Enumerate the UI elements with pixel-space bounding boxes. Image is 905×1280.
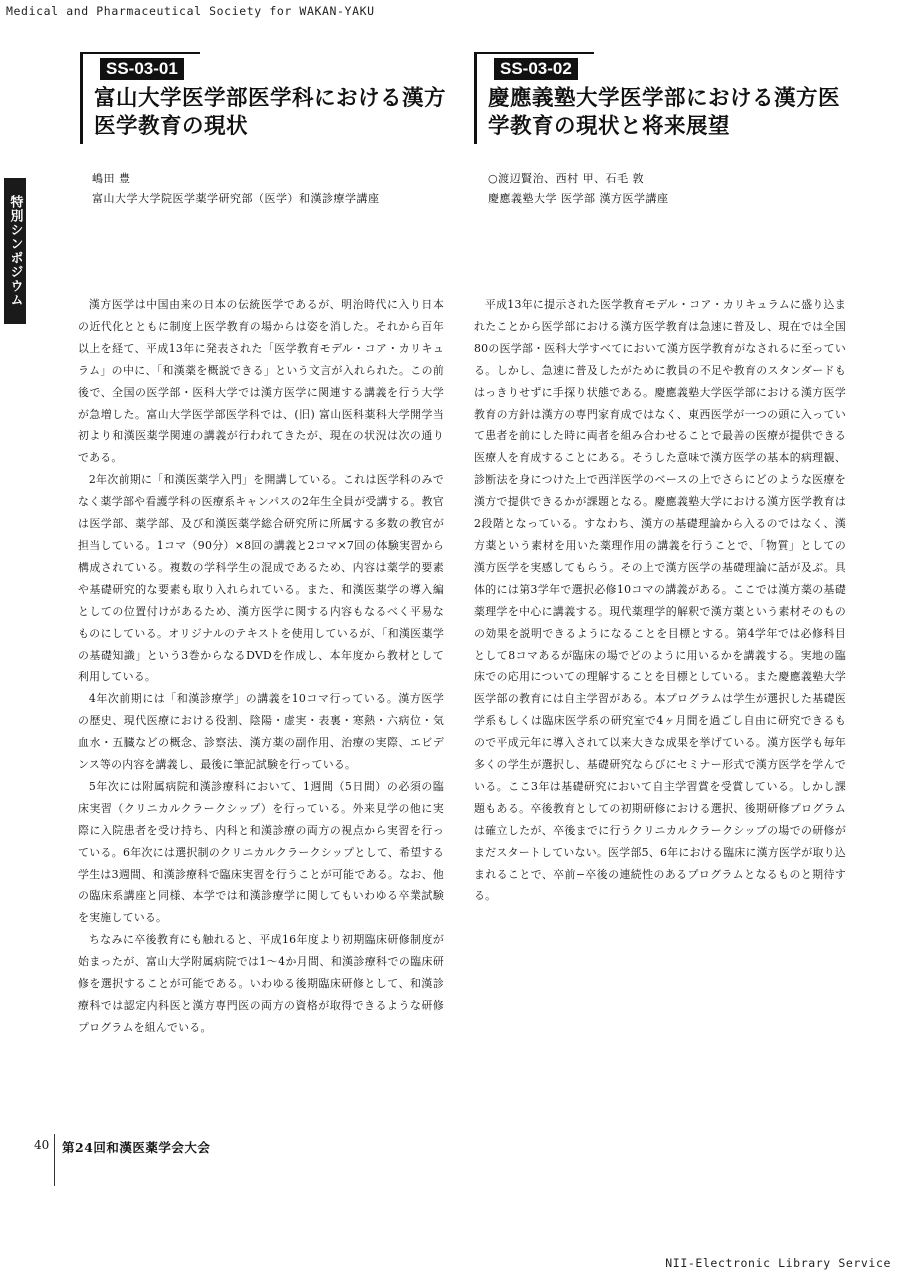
left-paragraph: 漢方医学は中国由来の日本の伝統医学であるが、明治時代に入り日本の近代化とともに制度上医学教育の場からは姿を消した。それから百年以上を経て、平成13年に発表された「医学教育モデル・コア・カリキュラム」の中に、「和漢薬を概説できる」という文言が入れられた。この前後で、全国の医学部・医科大学では漢方医学に関連する講義を行う大学が急増した。富山大学医学部医学科では、(旧) 富山医科薬科大学開学当初より和漢医薬学関連の講義が行われてきたが、現在の状況は次の通りである。 [78,298,444,465]
left-abstract-body [78,294,444,1039]
footer-divider [54,1134,55,1186]
left-paragraph: ちなみに卒後教育にも触れると、平成16年度より初期臨床研修制度が始まったが、富山大学附属病院では1〜4か月間、和漢診療科での臨床研修を選択することが可能である。いわゆる後期臨床研修として、和漢診療科では認定内科医と漢方専門医の両方の資格が取得できるような研修プログラムを組んでいる。 [78,933,444,1034]
left-paragraph: 2年次前期に「和漢医薬学入門」を開講している。これは医学科のみでなく薬学部や看護学科の医療系キャンパスの2年生全員が受講する。教官は医学部、薬学部、及び和漢医薬学総合研究所に所属する多数の教官が担当している。1コマ（90分）×8回の講義と2コマ×7回の体験実習から構成されている。複数の学科学生の混成であるため、内容は薬学的要素や基礎研究的な要素も取り入れられている。また、和漢医薬学の導入編としての位置付けがあるため、漢方医学に関する内容もなるべく平易なものにしている。オリジナルのテキストを使用しているが、「和漢医薬学の基礎知識」という3巻からなるDVDを作成し、本年度から教材として利用している。 [78,473,444,684]
left-abstract-code: SS-03-01 [100,58,184,80]
right-abstract-title: 慶應義塾大学医学部における漢方医学教育の現状と将来展望 [488,86,841,139]
left-paragraph: 5年次には附属病院和漢診療科において、1週間（5日間）の必須の臨床実習（クリニカルクラークシップ）を行っている。外来見学の他に実際に入院患者を受け持ち、内科と和漢診療の両方の視点から実習を行っている。6年次には選択制のクリニカルクラークシップとして、希望する学生は3週間、和漢診療科で臨床実習を行うことが可能である。なお、他の臨床系講座と同様、本学では和漢診療学に関してもいわゆる卒業試験を実施している。 [78,779,444,925]
left-paragraph: 4年次前期には「和漢診療学」の講義を10コマ行っている。漢方医学の歴史、現代医療における役割、陰陽・虚実・表裏・寒熱・六病位・気血水・五臓などの概念、診察法、漢方薬の副作用、治療の実際、エビデンス等の内容を講義し、最後に筆記試験を行っている。 [78,692,444,772]
right-paragraph: 平成13年に提示された医学教育モデル・コア・カリキュラムに盛り込まれたことから医学部における漢方医学教育は急速に普及し、現在では全国80の医学部・医科大学すべてにおいて漢方医学教育がなされるに至っている。しかし、急速に普及したがために教員の不足や教育のスタンダードもはっきりせずに手探り状態である。慶應義塾大学医学部における漢方医学教育の方針は漢方の専門家育成ではなく、東西医学が一つの頭に入っていて患者を前にした時に両者を組み合わせることで最善の医療が提供できる医療人を育成することにある。そうした意味で漢方医学の基本的病理観、診断法を身につけた上で西洋医学のベースの上でさらにどのような医療を漢方で提供できるかが課題となる。慶應義塾大学における漢方医学教育は2段階となっている。すなわち、漢方の基礎理論から入るのではなく、漢方薬という素材を用いた薬理作用の講義を行うことで、「物質」としての漢方医学を実感してもらう。その上で漢方医学の基礎理論に話が及ぶ。具体的には第3学年で選択必修10コマの講義がある。ここでは漢方薬の基礎薬理学を中心に講義する。現代薬理学的解釈で漢方薬という素材そのものの効果を説明できるようになることを目標とする。第4学年では必修科目として8コマあるが臨床の場でどのように用いるかを講義する。実地の臨床での応用についての理解することを目標としている。また慶應義塾大学医学部の教育には自主学習がある。本プログラムは学生が選択した基礎医学系もしくは臨床医学系の研究室で4ヶ月間を過ごし自由に研究できるもので平成元年に導入されて以来大きな成果を挙げている。漢方医学も毎年多くの学生が選択し、基礎研究ならびにセミナー形式で漢方医学を学んでいる。ここ3年は基礎研究において自主学習賞を受賞している。しかし課題もある。卒後教育としての初期研修における選択、後期研修プログラムは確立したが、卒後までに行うクリニカルクラークシップの場での研修がまだスタートしていない。医学部5、6年における臨床に漢方医学が取り込まれることで、卒前−卒後の連続性のあるプログラムとなるものと期待する。 [474,298,846,903]
right-abstract-code: SS-03-02 [494,58,578,80]
left-abstract-title: 富山大学医学部医学科における漢方医学教育の現状 [94,86,447,139]
conference-name: 第24回和漢医薬学会大会 [62,1140,211,1155]
right-title-block [474,52,864,152]
left-title-block [80,52,460,152]
right-authors: ○渡辺賢治、西村 甲、石毛 敦 [488,172,645,185]
right-title-bracket-horizontal [474,52,594,54]
left-title-bracket-horizontal [80,52,200,54]
right-title-bracket-vertical [474,52,477,144]
page-number: 40 [34,1138,50,1152]
right-affiliation: 慶應義塾大学 医学部 漢方医学講座 [488,192,669,205]
section-side-tab: 特別シンポジウム [4,178,26,324]
left-authors: 嶋田 豊 [92,172,131,185]
left-affiliation: 富山大学大学院医学薬学研究部（医学）和漢診療学講座 [92,192,380,205]
right-abstract-body [474,294,846,907]
left-title-bracket-vertical [80,52,83,144]
library-service-footer: NII-Electronic Library Service [665,1256,891,1270]
society-header: Medical and Pharmaceutical Society for WAKAN-YAKU [6,4,375,18]
